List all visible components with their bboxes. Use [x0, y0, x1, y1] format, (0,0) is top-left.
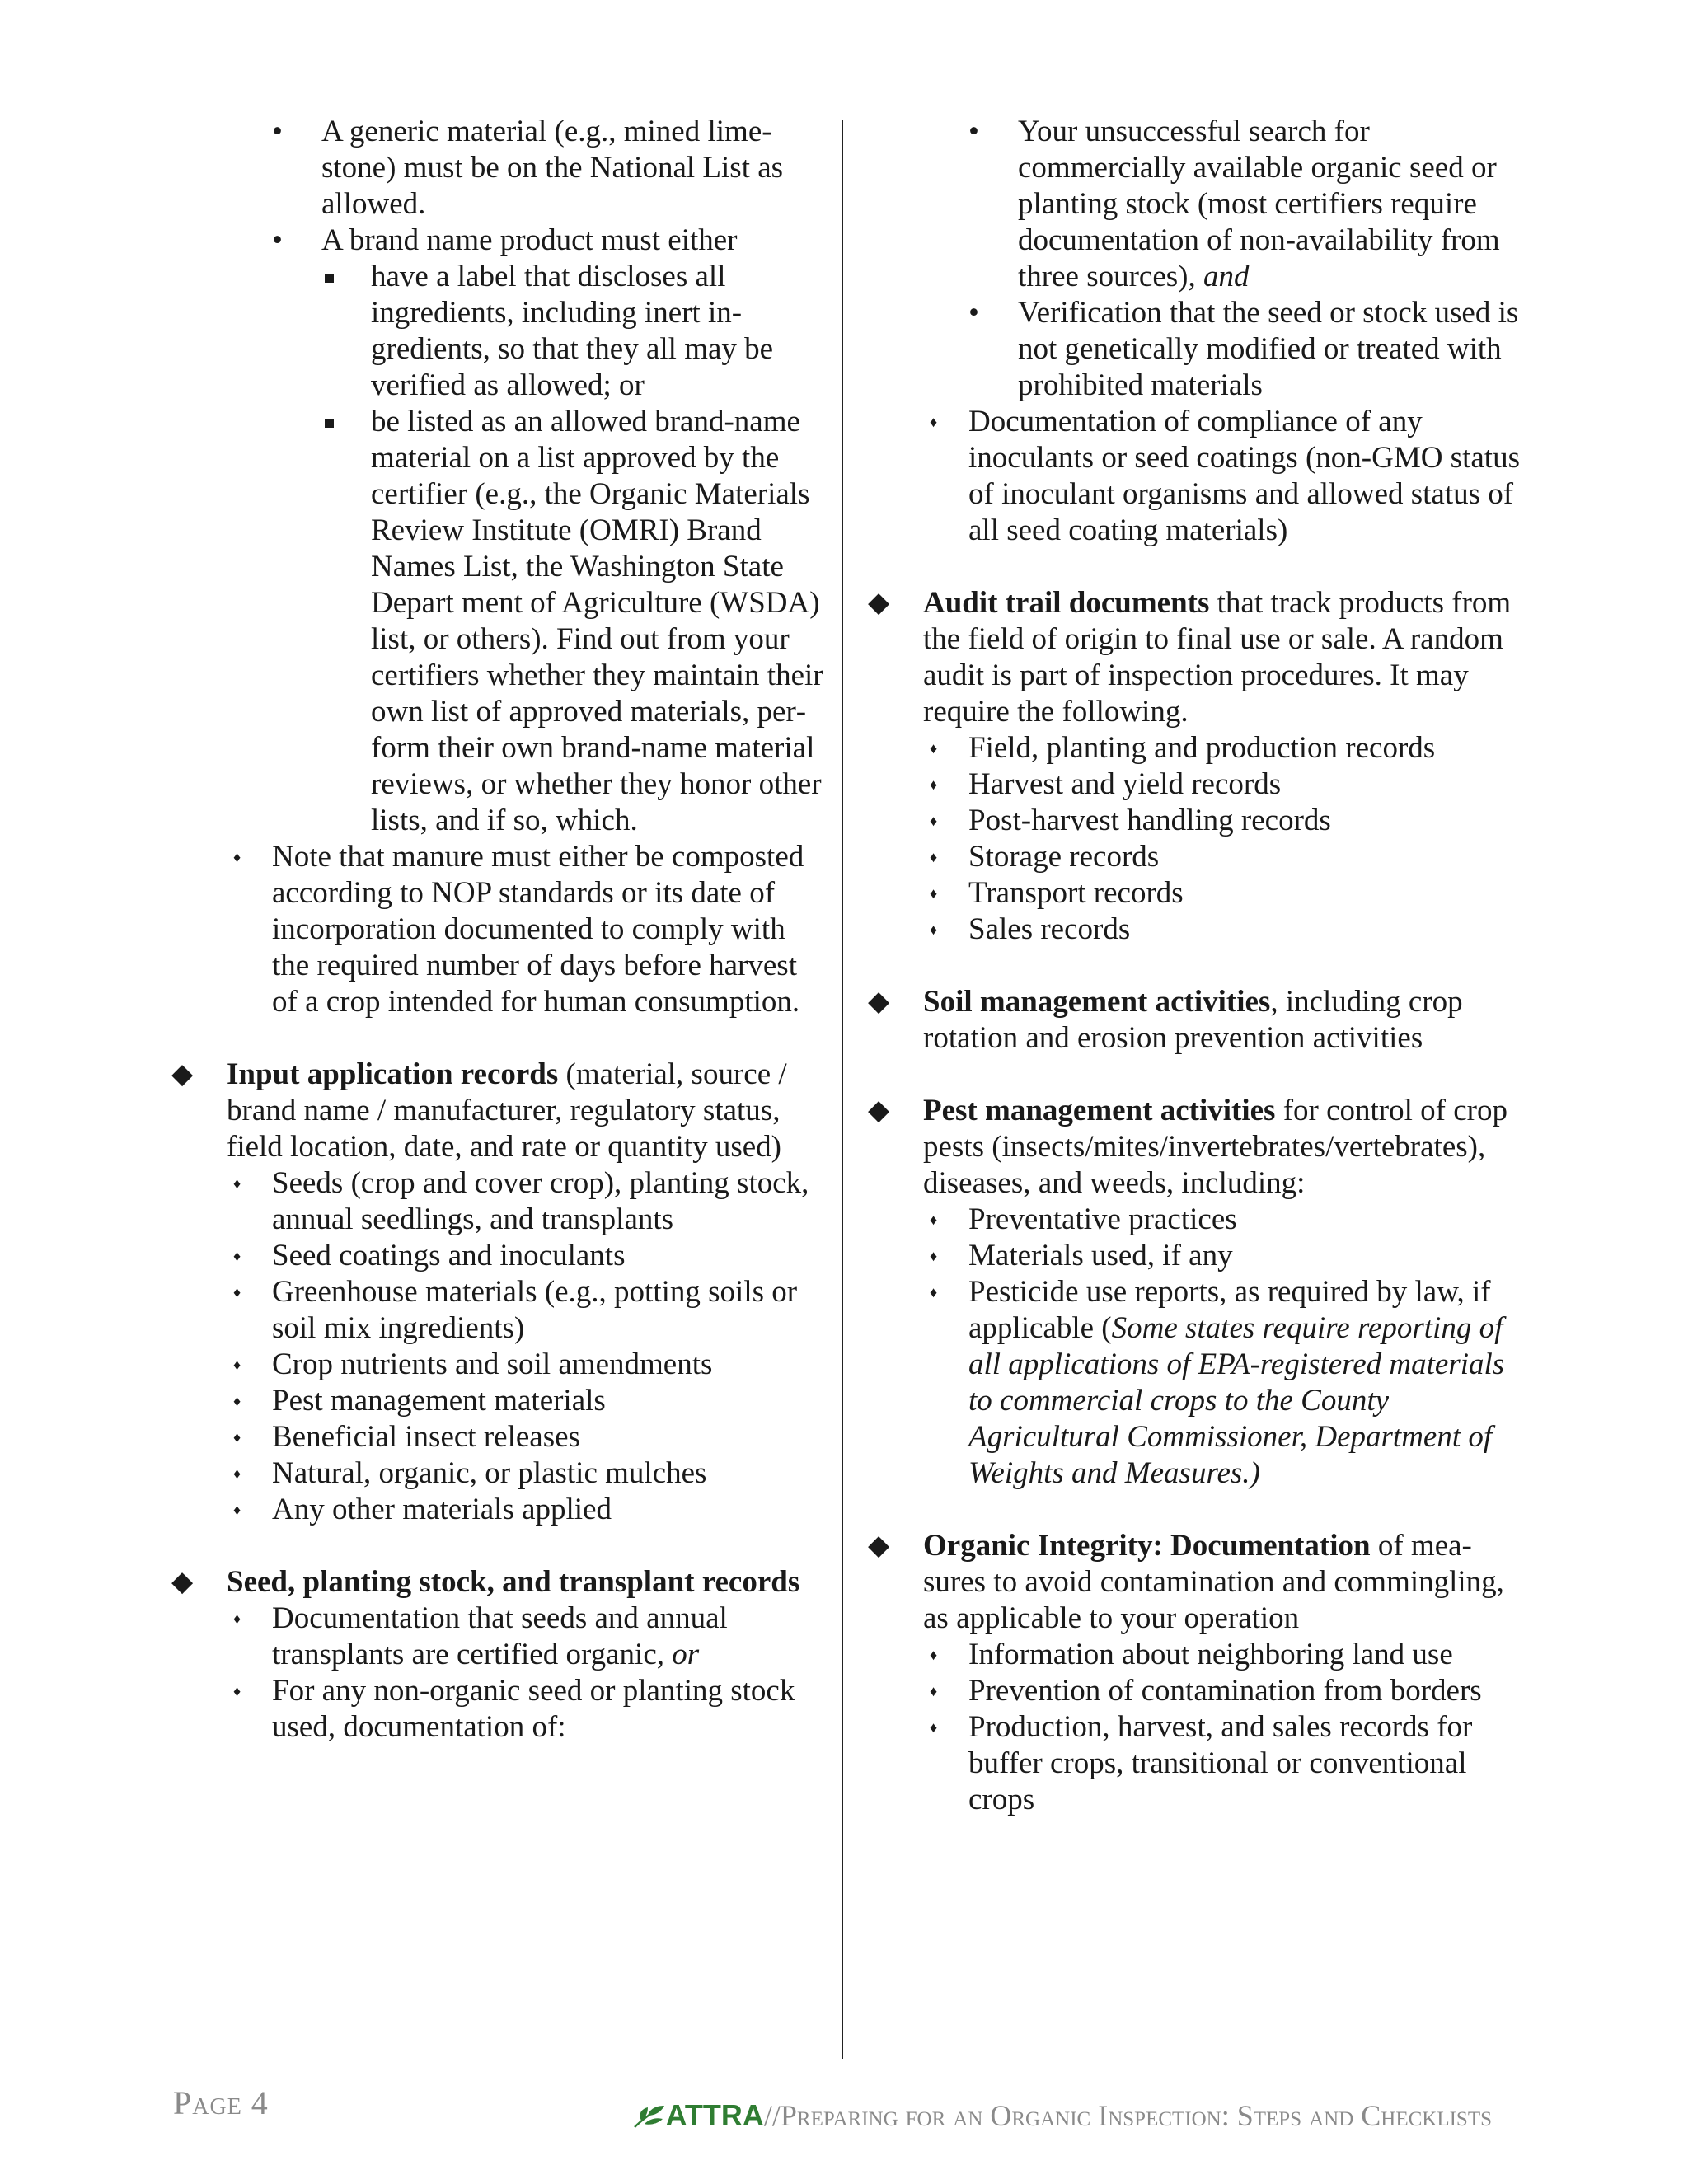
section-heading: Pest management activities: [923, 1094, 1276, 1127]
list-item: ♦ Harvest and yield records: [923, 766, 1521, 803]
list-item: • Verification that the seed or stock used is not genetically modified or treated with prohibited materials: [968, 295, 1521, 404]
diamond-bullet-icon: ◆: [171, 1059, 194, 1090]
diamond-bullet-icon: ◆: [868, 987, 890, 1017]
list-item: ♦ Production, harvest, and sales records for buffer crops, transitional or conventional crops: [923, 1709, 1521, 1818]
list-item: ♦ Field, planting and production records: [923, 730, 1521, 766]
list-item: [923, 1274, 1521, 1492]
list-item-text: A brand name product must either: [321, 223, 738, 257]
section-description: of measures to avoid contamination and commingling, as applicable to your operation: [923, 1529, 1504, 1635]
audit-records-list: [923, 730, 1521, 948]
section-heading: Input application records: [227, 1057, 559, 1091]
soil-management-section: [861, 984, 1521, 1057]
diamond-bullet-icon: ◆: [868, 1530, 890, 1561]
diamond-bullet-icon: ◆: [868, 588, 890, 618]
list-item: [272, 223, 824, 839]
seed-records-section: [165, 1564, 824, 1746]
attra-logo: ATTRA: [665, 2098, 764, 2132]
list-item: ♦ Beneficial insect releases: [227, 1419, 824, 1455]
section-intro: [923, 1528, 1521, 1637]
organic-integrity-section: [861, 1528, 1521, 1818]
section-intro: [923, 984, 1521, 1057]
list-item: ♦ Pest management materials: [227, 1383, 824, 1419]
organic-integrity-list: [923, 1637, 1521, 1818]
section-description: , including crop rotation and erosion prevention activities: [923, 985, 1463, 1055]
list-item: ♦ Natural, organic, or plastic mulches: [227, 1455, 824, 1492]
page-number: Page 4: [173, 2084, 269, 2121]
seed-continuation-block: [861, 114, 1521, 549]
list-item-text: Your unsuccessful search for commercially available organic seed or planting stock (most certifiers require documentation of non-availability from three sources),: [1018, 115, 1500, 293]
column-divider: [842, 120, 843, 2059]
list-item: ♦ Preventative practices: [923, 1202, 1521, 1238]
list-item: ♦ Seeds (crop and cover crop), planting stock, annual seedlings, and transplants: [227, 1165, 824, 1238]
section-description: for control of crop pests (insects/mites/invertebrates/vertebrates), diseases, and weeds, including:: [923, 1094, 1507, 1200]
list-item: ♦ Greenhouse materials (e.g., potting soils or soil mix ingredients): [227, 1274, 824, 1347]
section-description: that track products from the field of origin to final use or sale. A random audit is part of inspection procedures. It may require the following.: [923, 586, 1512, 729]
list-item: ♦ Seed coatings and inoculants: [227, 1238, 824, 1274]
diamond-bullet-icon: ◆: [868, 1095, 890, 1126]
list-item: ♦ For any non-organic seed or planting stock used, documentation of:: [227, 1673, 824, 1746]
right-column: [861, 114, 1521, 1818]
document-title: Preparing for an Organic Inspection: Steps and Checklists: [780, 2099, 1492, 2132]
input-application-records-section: [165, 1057, 824, 1528]
list-item-text: Pesticide use reports, as required by law, if applicable (: [968, 1275, 1491, 1345]
list-item: [968, 114, 1521, 295]
list-item: have a label that discloses all ingredients, including inert ingredients, so that they all may be verified as allowed; or: [321, 259, 824, 404]
italic-conjunction: and: [1203, 260, 1250, 293]
left-column: [165, 114, 824, 1746]
list-item: ♦ Any other materials applied: [227, 1492, 824, 1528]
list-item: ♦ Post-harvest handling records: [923, 803, 1521, 839]
list-item: • A generic material (e.g., mined limestone) must be on the National List as allowed.: [272, 114, 824, 223]
attra-leaf-icon: [633, 2104, 666, 2129]
italic-conjunction: or: [672, 1638, 700, 1671]
list-item: ♦ Information about neighboring land use: [923, 1637, 1521, 1673]
section-description: (material, source / brand name / manufacturer, regulatory status, field location, date, and rate or quantity used): [227, 1057, 787, 1164]
list-item: ♦ Materials used, if any: [923, 1238, 1521, 1274]
seed-documentation-list: [968, 114, 1521, 404]
list-item: ♦ Sales records: [923, 912, 1521, 948]
list-item: be listed as an allowed brand-name material on a list approved by the certifier (e.g., the Organic Materials Review Institute (OMRI) Brand Names List, the Washington State Depart ment of Agriculture (WSDA) list, or others). Find out from your certifiers whether they maintain their own list of approved materials, perform their own brand-name material reviews, or whether they honor other lists, and if so, which.: [321, 404, 824, 839]
list-item-text: Documentation that seeds and annual transplants are certified organic,: [272, 1601, 728, 1671]
seed-records-list: [227, 1601, 824, 1746]
section-heading: Organic Integrity: Documentation: [923, 1529, 1371, 1563]
section-heading: Soil management activities: [923, 985, 1271, 1019]
manure-note: ♦ Note that manure must either be composted according to NOP standards or its date of incorporation documented to comply with the required number of days before harvest of a crop intended for human consumption.: [227, 839, 824, 1020]
pest-management-list: [923, 1202, 1521, 1492]
input-records-list: [227, 1165, 824, 1528]
section-intro: [227, 1057, 824, 1165]
section-intro: [923, 585, 1521, 730]
list-item: ♦ Transport records: [923, 875, 1521, 912]
list-item: ♦ Crop nutrients and soil amendments: [227, 1347, 824, 1383]
italic-note: Some states require reporting of all applications of EPA-registered materials to commercial crops to the County Agricultural Commissioner, Department of Weights and Measures.): [968, 1311, 1505, 1490]
list-item: [227, 1601, 824, 1673]
section-heading: Seed, planting stock, and transplant records: [227, 1565, 800, 1599]
section-intro: [923, 1093, 1521, 1202]
inoculant-list: [923, 404, 1521, 549]
materials-block: [165, 114, 824, 1020]
diamond-bullet-icon: ◆: [171, 1567, 194, 1597]
list-item: ♦ Documentation of compliance of any inoculants or seed coatings (non-GMO status of inoculant organisms and allowed status of all seed coating materials): [923, 404, 1521, 549]
pest-management-section: [861, 1093, 1521, 1492]
list-item: ♦ Storage records: [923, 839, 1521, 875]
running-footer: [633, 2098, 1492, 2133]
footer-separator: //: [763, 2099, 781, 2132]
intro-bullet-list: [272, 114, 824, 839]
section-heading: Audit trail documents: [923, 586, 1210, 620]
audit-trail-section: [861, 585, 1521, 948]
brand-options-list: [321, 259, 824, 839]
manure-note-list: [227, 839, 824, 1020]
list-item: ♦ Prevention of contamination from borders: [923, 1673, 1521, 1709]
